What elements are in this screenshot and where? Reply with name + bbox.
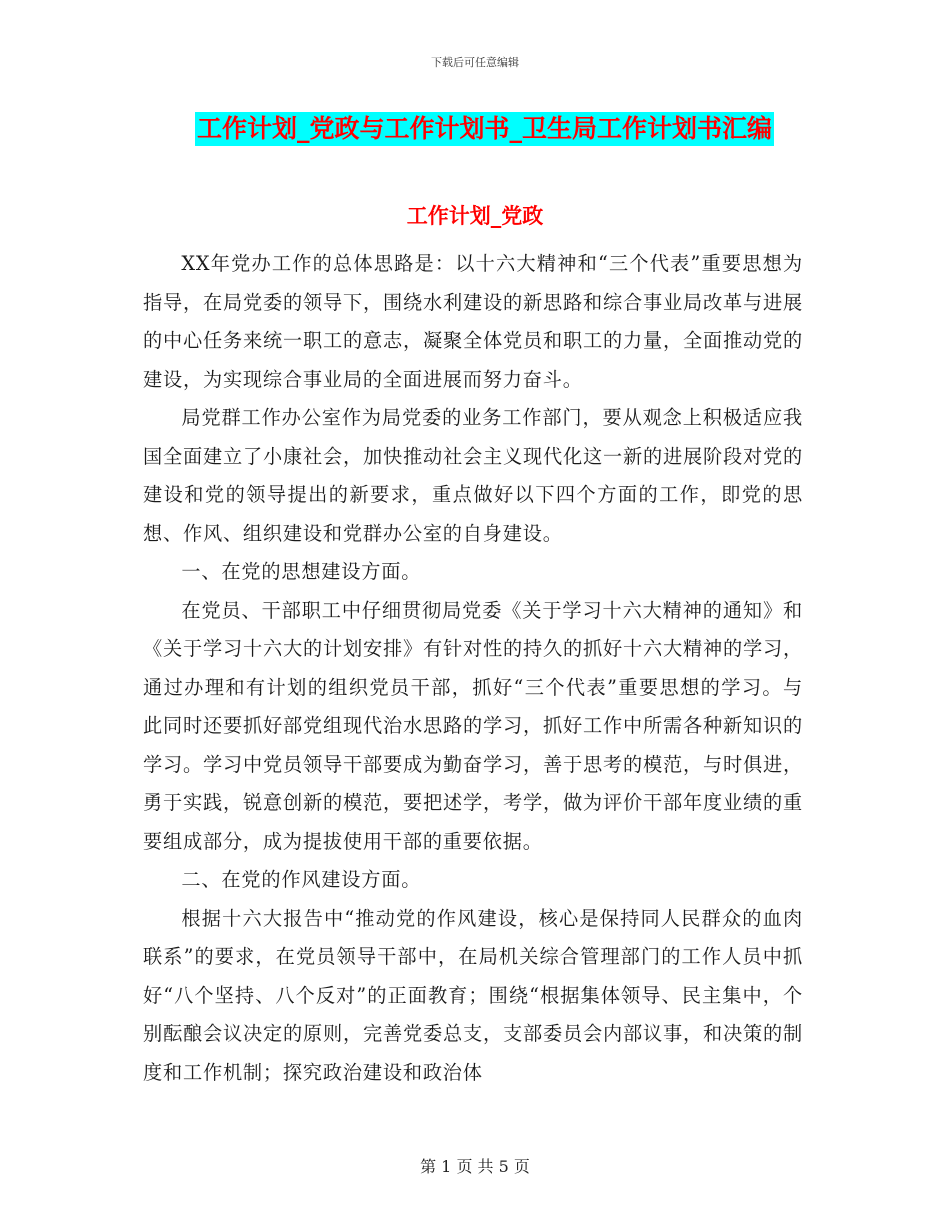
paragraph-overall-approach: XX年党办工作的总体思路是：以十六大精神和“三个代表”重要思想为指导，在局党委的领导下，围绕水利建设的新思路和综合事业局改革与进展的中心任务来统一职工的意志，凝聚全体党员和职工的力量，全面推动党的建设，为实现综合事业局的全面进展而努力奋斗。 xyxy=(143,252,803,391)
download-note: 下载后可任意编辑 xyxy=(431,56,519,69)
document-body xyxy=(143,245,803,1092)
heading-work-style-building: 二、在党的作风建设方面。 xyxy=(181,868,422,891)
paragraph-work-style-building: 根据十六大报告中“推动党的作风建设，核心是保持同人民群众的血肉联系”的要求，在党员领导干部中，在局机关综合管理部门的工作人员中抓好“八个坚持、八个反对”的正面教育；围绕“根据集体领导、民主集中，个别酝酿会议决定的原则，完善党委总支，支部委员会内部议事，和决策的制度和工作机制；探究政治建设和政治体 xyxy=(143,906,803,1084)
document-main-title: 工作计划_党政与工作计划书_卫生局工作计划书汇编 xyxy=(195,112,774,146)
page-number-footer: 第 1 页 共 5 页 xyxy=(420,1157,530,1176)
heading-ideological-building: 一、在党的思想建设方面。 xyxy=(181,560,422,583)
paragraph-office-role: 局党群工作办公室作为局党委的业务工作部门，要从观念上积极适应我国全面建立了小康社会，加快推动社会主义现代化这一新的进展阶段对党的建设和党的领导提出的新要求，重点做好以下四个方面的工作，即党的思想、作风、组织建设和党群办公室的自身建设。 xyxy=(143,406,803,545)
section-title: 工作计划_党政 xyxy=(406,204,544,228)
paragraph-ideological-building: 在党员、干部职工中仔细贯彻局党委《关于学习十六大精神的通知》和《关于学习十六大的计划安排》有针对性的持久的抓好十六大精神的学习，通过办理和有计划的组织党员干部，抓好“三个代表”重要思想的学习。与此同时还要抓好部党组现代治水思路的学习，抓好工作中所需各种新知识的学习。学习中党员领导干部要成为勤奋学习，善于思考的模范，与时俱进，勇于实践，锐意创新的模范，要把述学，考学，做为评价干部年度业绩的重要组成部分，成为提拔使用干部的重要依据。 xyxy=(143,598,803,853)
